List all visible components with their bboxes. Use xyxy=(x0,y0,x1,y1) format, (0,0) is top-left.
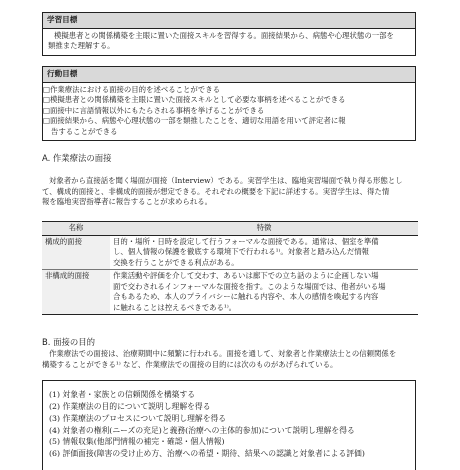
feature-line: 作業活動や評価を介して交わす、あるいは廊下での立ち話のように企画しない場 xyxy=(113,271,379,281)
paragraph-line: 作業療法での面接は、治療期間中に頻繁に行われる。面接を通して、対象者と作業療法士との信頼関係を xyxy=(49,349,397,358)
table-cell-feature xyxy=(110,235,418,270)
list-item: (4) 対象者の権利(ニーズの充足)と義務(治療への主体的参加)について説明し理解を得る xyxy=(49,425,355,435)
table-header-name: 名称 xyxy=(42,222,110,236)
behavior-goal-item: □面接中に言語情報以外にもたらされる事柄を挙げることができる xyxy=(43,105,265,115)
learning-goal-line: 模擬患者との関係構築を主眼に置いた面接スキルを習得する。面接結果から、病態や心理状態の一部を xyxy=(54,30,394,40)
learning-goal-box xyxy=(42,12,416,56)
table-cell-name: 非構成的面接 xyxy=(42,270,110,315)
feature-line: に触れることは控えるべきである¹⁾。 xyxy=(113,302,237,312)
paragraph-line: 報を臨地実習指導者に報告することが求められる。 xyxy=(42,197,212,207)
behavior-goal-heading: 行動目標 xyxy=(43,67,415,83)
list-item: (3) 作業療法のプロセスについて説明し理解を得る xyxy=(49,413,227,423)
list-item: (2) 作業療法の目的について説明し理解を得る xyxy=(49,401,211,411)
section-b-paragraph xyxy=(42,349,418,370)
table-header-feature: 特徴 xyxy=(110,222,418,236)
feature-line: 目的・場所・日時を設定して行うフォーマルな面接である。通常は、個室を準備 xyxy=(113,236,379,246)
table-cell-feature xyxy=(110,270,418,315)
section-b-title: B. 面接の目的 xyxy=(42,337,95,347)
feature-line: 交換を行うことができる利点がある。 xyxy=(113,257,239,267)
feature-line: 面で交わされるインフォーマルな面接を指す。このような場面では、他者がいる場 xyxy=(113,281,386,291)
feature-line: 合もあるため、本人のプライバシーに触れる内容や、本人の感情を喚起する内容 xyxy=(113,292,379,302)
table-header-row xyxy=(42,222,418,236)
list-item: (6) 評価面接(障害の受け止め方、治療への希望・期待、結果への認識と対象者による評価) xyxy=(49,449,365,459)
paragraph-line: 対象者から直接話を聞く場面が面接（Interview）である。実習学生は、臨地実習場面で執り得る形態とし xyxy=(49,176,403,185)
feature-line: し、個人情報の保護を徹底する環境下で行われる¹⁾。対象者と踏み込んだ情報 xyxy=(113,247,370,257)
learning-goal-body xyxy=(43,29,415,55)
list-item: (1) 対象者・家族との信頼関係を構築する xyxy=(49,390,196,399)
behavior-goal-list xyxy=(43,83,415,141)
behavior-goal-item: □作業療法における面接の目的を述べることができる xyxy=(43,84,220,94)
learning-goal-heading: 学習目標 xyxy=(43,13,415,29)
paragraph-line: 構築することができる¹⁾ など、作業療法での面接の目的には次のものがあげられている。 xyxy=(42,359,338,369)
table-row xyxy=(42,235,418,270)
table-cell-name: 構成的面接 xyxy=(42,235,110,270)
behavior-goal-item: □面接結果から、病態や心理状態の一部を類推したことを、適切な用語を用いて評定者に報 xyxy=(43,116,346,126)
section-a-title: A. 作業療法の面接 xyxy=(42,153,112,163)
behavior-goal-box xyxy=(42,66,416,141)
behavior-goal-item: □模擬患者との関係構築を主眼に置いた面接スキルとして必要な事柄を述べることができる xyxy=(43,95,346,105)
section-a-paragraph xyxy=(42,176,418,208)
interview-purpose-list xyxy=(42,380,416,470)
list-item: (5) 情報収集(他部門情報の補完・確認・個人情報) xyxy=(49,437,225,447)
learning-goal-line: 類推また理解する。 xyxy=(48,41,115,51)
paragraph-line: て、構成的面接と、非構成的面接が想定できる。それぞれの概要を下記に詳述する。実習学生は、得た情 xyxy=(42,186,390,196)
behavior-goal-item-continued: 告することができる xyxy=(51,126,118,136)
table-row xyxy=(42,270,418,315)
interview-types-table xyxy=(42,221,418,315)
